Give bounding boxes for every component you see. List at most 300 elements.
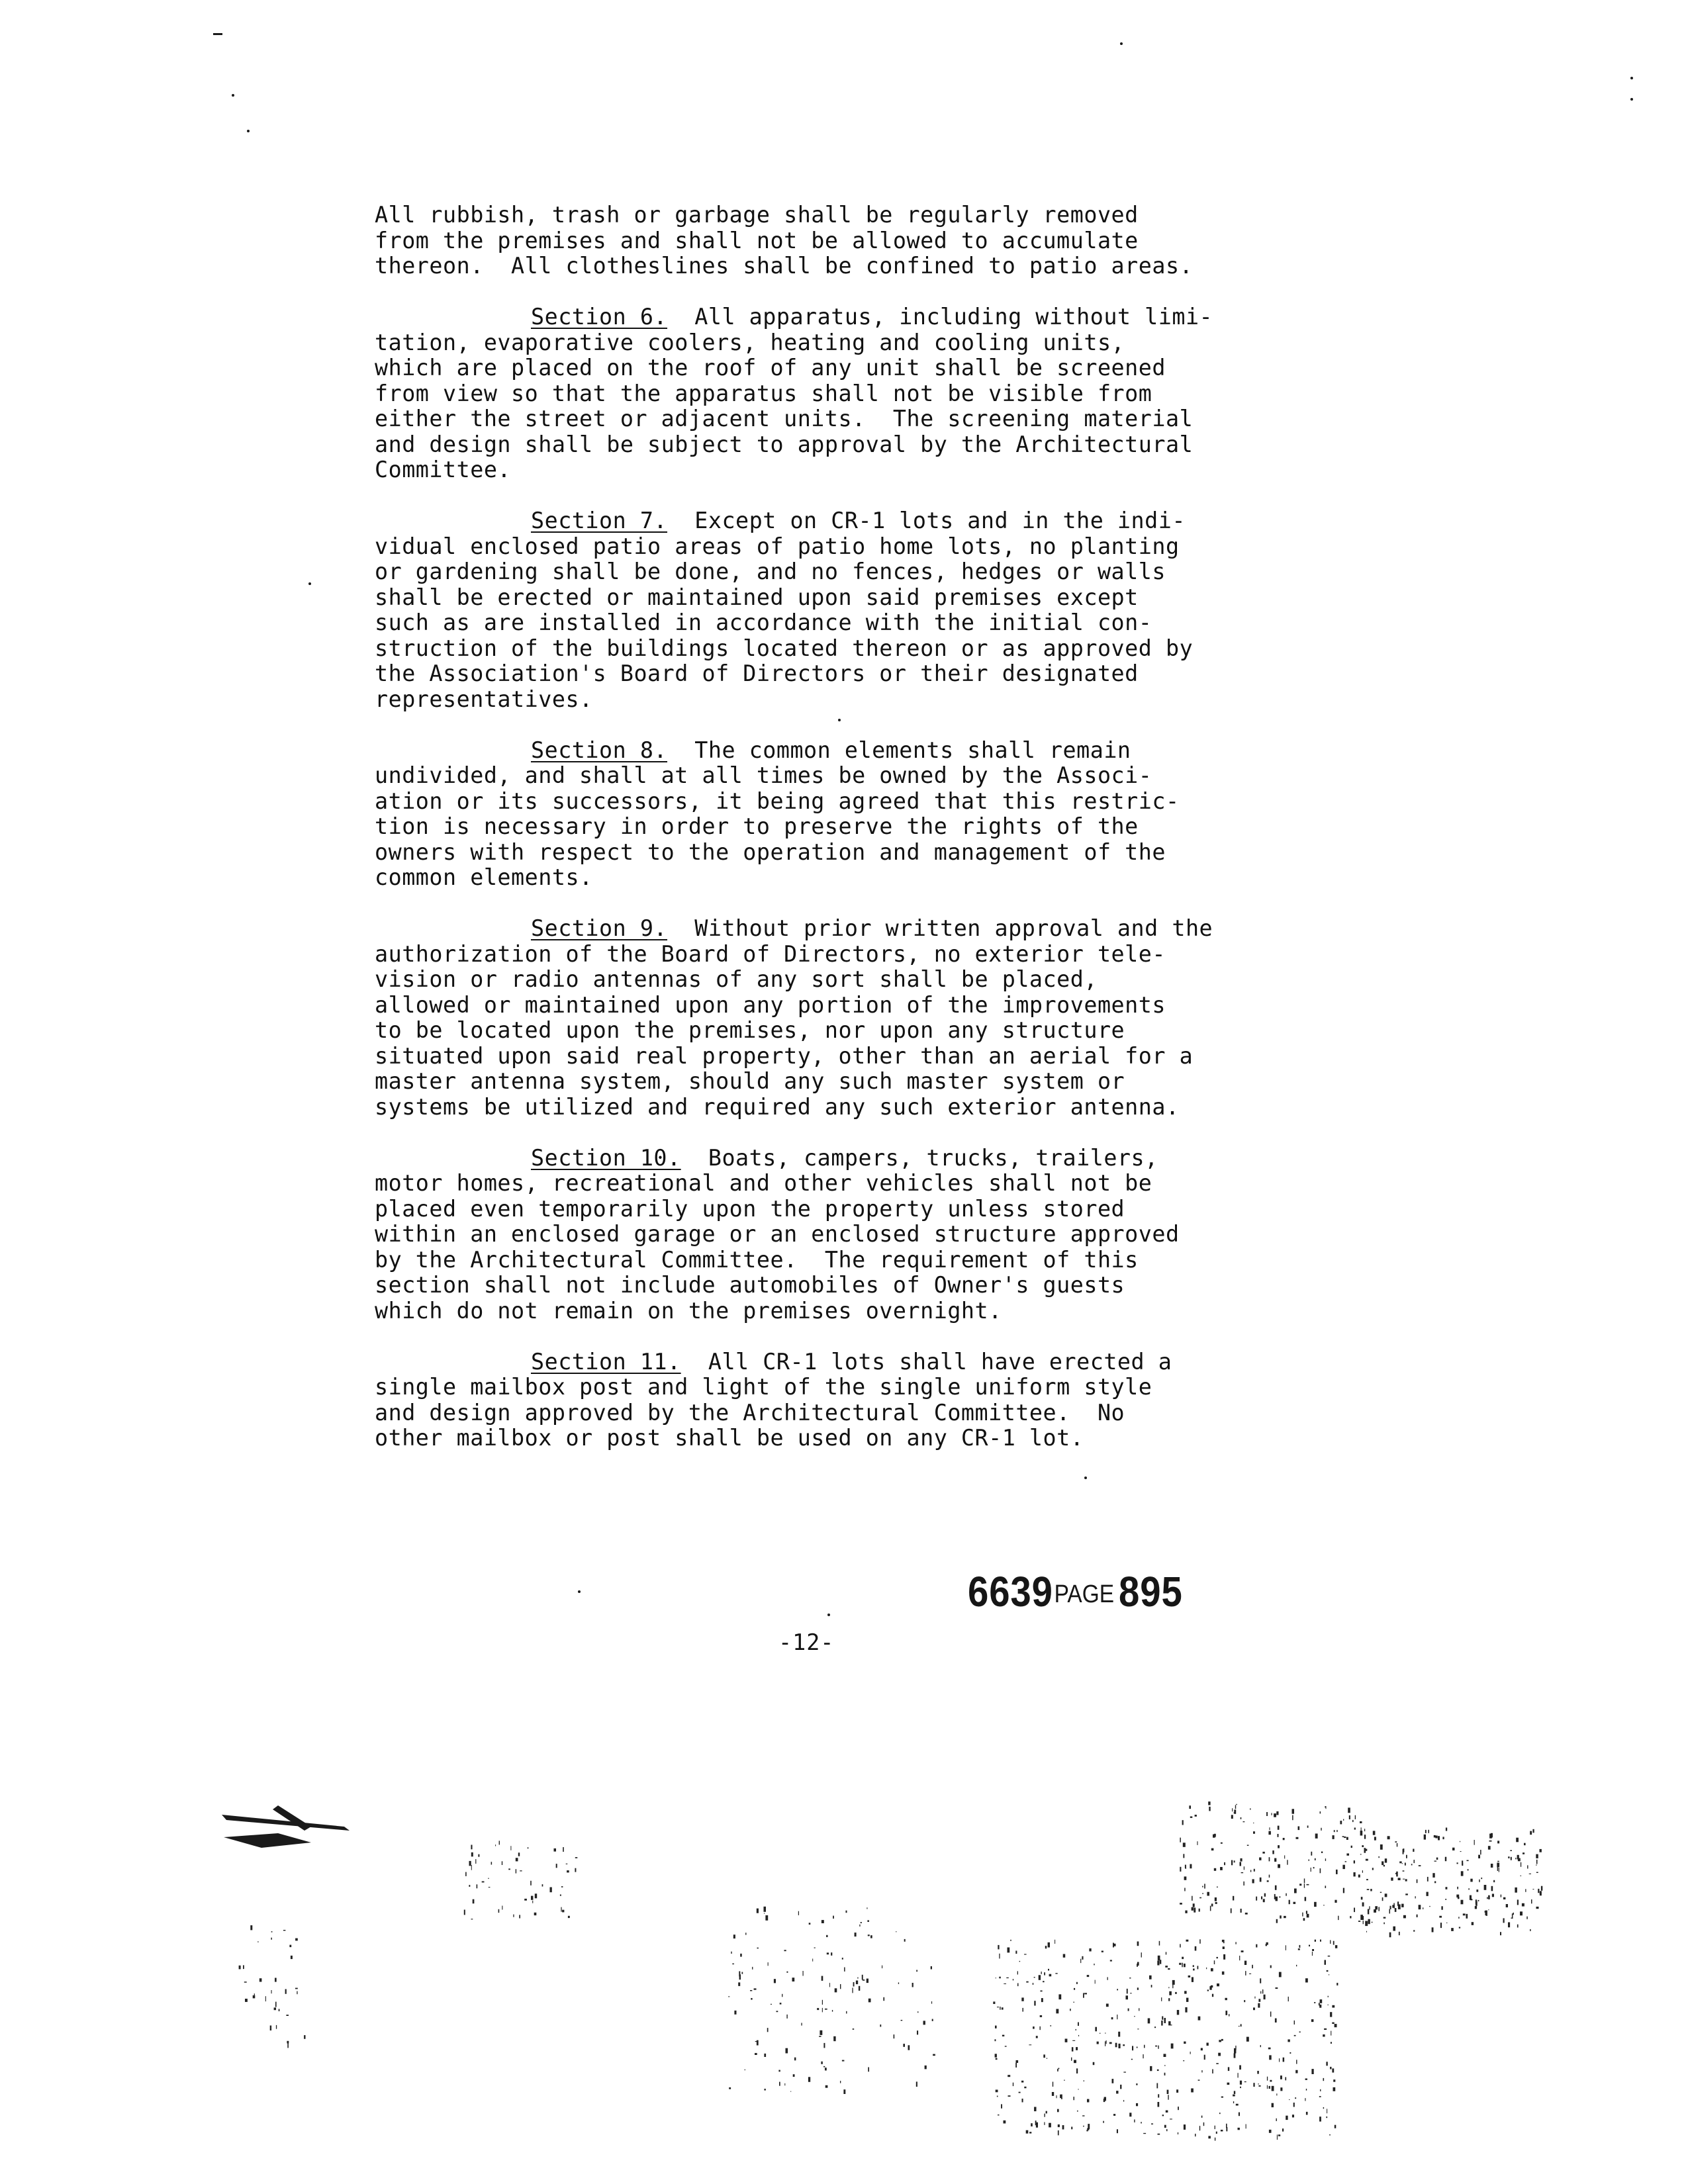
scan-speckle xyxy=(1393,1927,1395,1931)
scan-speckle xyxy=(1050,2025,1051,2026)
scan-speckle xyxy=(1320,1811,1321,1813)
scan-speckle xyxy=(995,2054,997,2057)
paragraph-line: Except on CR-1 lots and in the indi- xyxy=(667,508,1186,533)
scan-speckle xyxy=(1158,2134,1160,2135)
scan-speckle xyxy=(1411,1864,1413,1865)
scan-speckle xyxy=(752,1967,753,1970)
paragraph-line: allowed or maintained upon any portion of the improvements xyxy=(375,991,1166,1018)
paragraph-line: to be located upon the premises, nor upon any structure xyxy=(375,1017,1125,1043)
scan-speckle xyxy=(520,1870,522,1871)
scan-speckle xyxy=(1239,1956,1240,1960)
scan-speckle xyxy=(1161,1997,1162,2001)
scan-speckle xyxy=(1049,2123,1051,2128)
scan-speckle xyxy=(728,1996,729,1997)
scan-speckle xyxy=(1245,1971,1246,1976)
document-body xyxy=(375,203,1315,1477)
scan-speckle xyxy=(822,2000,823,2005)
scan-speckle xyxy=(1375,1906,1378,1909)
scan-speckle xyxy=(774,1979,776,1983)
scan-speckle xyxy=(1434,1861,1437,1862)
scan-speckle xyxy=(1278,1845,1280,1848)
scan-speckle xyxy=(1016,2060,1019,2063)
scan-speckle xyxy=(1106,2004,1109,2007)
scan-speckle xyxy=(1319,2116,1321,2121)
scan-speckle xyxy=(1137,1987,1139,1990)
scan-speckle xyxy=(275,2002,277,2007)
scan-speckle xyxy=(1184,1964,1186,1967)
scan-speckle xyxy=(780,2003,782,2005)
paragraph-line: owners with respect to the operation and management of the xyxy=(375,839,1166,865)
scan-speckle xyxy=(1234,1812,1236,1813)
scan-speckle xyxy=(1049,1974,1052,1977)
scan-speckle xyxy=(1104,2097,1106,2101)
paragraph-line: vision or radio antennas of any sort shall be placed, xyxy=(375,966,1098,992)
scan-speckle xyxy=(259,1978,262,1981)
scan-speckle xyxy=(1183,1843,1186,1847)
scan-speckle xyxy=(1276,2118,1277,2121)
scan-speckle xyxy=(1208,2136,1211,2138)
scan-speckle xyxy=(933,2054,935,2056)
scan-speckle xyxy=(1378,1907,1380,1911)
scan-speckle xyxy=(1489,1841,1492,1842)
scan-speckle xyxy=(1323,2078,1325,2081)
scan-speckle xyxy=(826,1935,827,1937)
scan-speckle xyxy=(1419,1905,1421,1909)
scan-speckle xyxy=(1417,1915,1418,1917)
scan-speckle xyxy=(1459,1927,1460,1929)
scan-speckle xyxy=(1055,1973,1057,1974)
scan-speckle xyxy=(1436,1858,1438,1860)
scan-speckle xyxy=(1103,2121,1104,2123)
scan-speckle xyxy=(1522,1903,1524,1907)
scan-speckle xyxy=(901,2020,903,2021)
scan-speckle xyxy=(1168,1968,1170,1970)
scan-speckle xyxy=(1183,2060,1184,2061)
paragraph-line: single mailbox post and light of the single uniform style xyxy=(375,1374,1152,1400)
scan-speckle xyxy=(1207,2043,1209,2046)
scan-speckle xyxy=(1321,1852,1323,1854)
scan-speckle xyxy=(1008,2075,1010,2077)
scan-speckle xyxy=(1247,1845,1249,1846)
scan-speckle xyxy=(1263,1899,1265,1902)
scan-speckle xyxy=(932,2019,933,2021)
scan-speckle xyxy=(1008,1948,1010,1953)
scan-speckle xyxy=(1253,2007,1255,2010)
scan-speckle xyxy=(1414,1860,1415,1863)
scan-speckle xyxy=(1076,1982,1078,1984)
scan-speckle xyxy=(1305,1897,1307,1901)
scan-speckle xyxy=(1231,1909,1232,1913)
scan-speckle xyxy=(1277,2134,1278,2140)
scan-speckle xyxy=(488,1878,489,1879)
scan-speckle xyxy=(1221,2039,1223,2041)
scan-speckle xyxy=(1048,1969,1049,1971)
scan-speckle xyxy=(1170,2118,1172,2119)
scan-speckle xyxy=(1222,1940,1223,1942)
scan-speckle xyxy=(898,1982,899,1984)
scan-speckle xyxy=(1199,1939,1201,1944)
scan-speckle xyxy=(1212,2070,1213,2074)
scan-speckle xyxy=(1045,1946,1047,1948)
scan-speckle xyxy=(1198,2079,1200,2081)
scan-speckle xyxy=(1214,1834,1216,1837)
scan-speckle xyxy=(1195,1946,1197,1951)
scan-speckle xyxy=(853,1982,855,1987)
scan-speckle xyxy=(999,1977,1001,1979)
scan-speckle xyxy=(1526,1917,1528,1919)
scan-speckle xyxy=(1211,1848,1214,1851)
scan-speckle xyxy=(1078,2023,1079,2026)
scan-speckle xyxy=(1315,1834,1318,1839)
scan-speckle xyxy=(1346,1837,1348,1840)
paragraph-line: authorization of the Board of Directors, no exterior tele- xyxy=(375,940,1166,967)
scan-speckle xyxy=(1062,2125,1064,2129)
scan-speckle xyxy=(1223,1940,1225,1943)
scan-speckle xyxy=(1458,1897,1460,1899)
scan-speckle xyxy=(1417,1880,1418,1884)
scan-speckle xyxy=(550,1888,552,1893)
scan-speckle xyxy=(1115,2043,1117,2048)
scan-speckle xyxy=(1364,1835,1366,1839)
scan-speckle xyxy=(1164,2073,1166,2075)
scan-speckle xyxy=(1154,2026,1156,2028)
scan-speckle xyxy=(1044,2122,1045,2125)
paragraph-line: All apparatus, including without limi- xyxy=(667,304,1213,330)
scan-speckle xyxy=(1466,1914,1468,1919)
scan-speckle xyxy=(1441,1906,1442,1909)
scan-speckle xyxy=(1129,1978,1131,1979)
scan-speckle xyxy=(1253,2083,1254,2087)
scan-speckle xyxy=(1022,2099,1023,2103)
scan-speckle xyxy=(1360,1831,1363,1835)
scan-speckle xyxy=(1180,1838,1181,1843)
scan-speckle xyxy=(1226,2127,1227,2131)
scan-speckle xyxy=(1380,1892,1382,1893)
scan-speckle xyxy=(1283,1838,1285,1840)
scan-speckle xyxy=(1182,1957,1184,1959)
scan-speckle xyxy=(1253,1831,1255,1834)
scan-speckle xyxy=(1445,1857,1446,1862)
paragraph-line: Without prior written approval and the xyxy=(667,915,1213,941)
scan-speckle xyxy=(856,1981,858,1985)
scan-speckle xyxy=(1280,2087,1282,2091)
scan-speckle xyxy=(1110,1960,1112,1961)
scan-speckle xyxy=(1077,2111,1078,2112)
scan-speckle xyxy=(1335,1945,1337,1948)
scan-speckle xyxy=(1288,1997,1289,2001)
scan-speckle xyxy=(1002,2035,1004,2036)
scan-speckle xyxy=(1503,1918,1505,1923)
scan-speckle xyxy=(1241,1950,1244,1952)
scan-speckle xyxy=(1214,1868,1216,1871)
scan-speckle xyxy=(1034,1977,1035,1978)
scan-speckle xyxy=(1267,1880,1269,1882)
scan-speckle xyxy=(996,2090,998,2093)
scan-speckle xyxy=(1083,1993,1084,1997)
scan-speckle xyxy=(1493,1880,1495,1882)
scan-speckle xyxy=(1213,1835,1215,1838)
scan-speckle xyxy=(1214,1960,1215,1964)
scan-speckle xyxy=(244,1981,247,1983)
scan-speckle xyxy=(1513,1913,1515,1915)
scan-speckle xyxy=(1134,2016,1135,2017)
scan-speckle xyxy=(1179,1963,1181,1965)
scan-speckle xyxy=(1389,1933,1391,1938)
scan-speckle xyxy=(1021,2081,1023,2083)
scan-speckle xyxy=(1294,2035,1296,2036)
scan-speckle xyxy=(1199,2126,1200,2130)
scan-speckle xyxy=(1268,1831,1271,1835)
scan-speckle xyxy=(518,1852,520,1856)
scan-speckle xyxy=(1180,1903,1182,1905)
scan-speckle xyxy=(1312,1952,1313,1956)
scan-speckle xyxy=(757,2040,759,2046)
scan-speckle xyxy=(1457,1862,1458,1864)
scan-speckle xyxy=(1278,1834,1279,1837)
scan-speckle xyxy=(1373,1831,1376,1835)
scan-speckle xyxy=(1293,2103,1295,2107)
scan-speckle xyxy=(1512,1913,1513,1919)
scan-speckle xyxy=(1235,2046,1236,2050)
scan-speckle xyxy=(1328,2005,1329,2006)
scan-speckle xyxy=(1204,2055,1205,2060)
scan-speckle xyxy=(271,1938,272,1940)
scan-speckle xyxy=(1269,2086,1270,2089)
scan-speckle xyxy=(1260,1991,1261,1994)
scan-speckle xyxy=(265,1996,266,2001)
scan-speckle xyxy=(1201,2070,1202,2072)
scan-speckle xyxy=(1233,1896,1234,1901)
scan-speckle xyxy=(1231,1815,1233,1819)
scan-speckle xyxy=(1333,2087,1336,2091)
scan-speckle xyxy=(855,1933,857,1936)
scan-speckle xyxy=(1278,1864,1280,1868)
paragraph-line: other mailbox or post shall be used on any CR-1 lot. xyxy=(375,1425,1084,1451)
scan-speckle xyxy=(1241,1817,1242,1819)
paragraph xyxy=(375,1146,1315,1324)
scan-speckle xyxy=(1156,2083,1158,2089)
scan-speckle xyxy=(1492,1894,1494,1897)
scan-speckle xyxy=(1240,2087,1241,2088)
scan-speckle xyxy=(1031,2123,1033,2126)
scan-speckle xyxy=(1019,2092,1021,2093)
scan-speckle xyxy=(1168,1987,1169,1988)
scan-speckle xyxy=(1199,1897,1201,1899)
scan-speckle xyxy=(1074,2060,1076,2064)
scan-speckle xyxy=(1303,1918,1305,1921)
scan-speckle xyxy=(1228,2067,1229,2071)
scan-speckle xyxy=(519,1915,520,1918)
scan-speckle xyxy=(1440,1923,1442,1928)
scan-speckle xyxy=(1343,1888,1344,1893)
scan-speckle xyxy=(1335,2024,1337,2027)
scan-speckle xyxy=(820,2030,822,2035)
scan-speckle xyxy=(1313,1867,1315,1868)
scan-speckle xyxy=(295,1938,298,1941)
scan-speckle xyxy=(1017,1971,1018,1974)
scan-speckle xyxy=(1211,1903,1213,1906)
scan-speckle xyxy=(1087,2099,1089,2103)
paragraph-line: situated upon said real property, other than an aerial for a xyxy=(375,1042,1194,1069)
scan-speckle xyxy=(1401,1904,1404,1907)
scan-speckle xyxy=(1385,1893,1387,1897)
scan-speckle xyxy=(1190,1817,1193,1818)
scan-speckle xyxy=(1224,1862,1225,1865)
scan-speckle xyxy=(1272,1850,1274,1854)
scan-speckle xyxy=(1158,2102,1160,2107)
scan-speckle xyxy=(1113,2114,1115,2116)
scan-speckle xyxy=(1258,2003,1260,2008)
scan-speckle xyxy=(1327,1970,1329,1972)
scan-speckle xyxy=(1241,1909,1242,1913)
scan-speckle xyxy=(1278,2134,1280,2136)
paragraph xyxy=(375,1349,1315,1451)
scan-speckle xyxy=(471,1845,472,1850)
scan-speckle xyxy=(1307,1884,1309,1886)
scan-speckle xyxy=(1017,1983,1019,1987)
scan-speckle xyxy=(1536,1860,1538,1864)
scan-speckle xyxy=(253,1995,256,1999)
scan-speckle xyxy=(1405,1893,1408,1895)
scan-speckle xyxy=(1363,1921,1364,1924)
scan-speckle xyxy=(1530,1929,1531,1931)
scan-speckle xyxy=(1268,2048,1271,2050)
scan-speckle xyxy=(1497,1861,1499,1862)
scan-speckle xyxy=(1080,1959,1081,1963)
scan-speckle xyxy=(767,2028,769,2032)
scan-speckle xyxy=(1298,1948,1300,1950)
paragraph-line: All rubbish, trash or garbage shall be regularly removed xyxy=(375,202,1139,228)
scan-speckle xyxy=(1123,2044,1125,2046)
scan-speckle xyxy=(1503,1897,1506,1899)
scan-speckle xyxy=(1157,2070,1159,2071)
scan-speckle xyxy=(1048,1942,1050,1948)
scan-speckle xyxy=(1201,2048,1203,2051)
scan-speckle xyxy=(1207,1892,1209,1896)
scan-speckle xyxy=(1319,2005,1321,2008)
scan-speckle xyxy=(1162,2115,1164,2116)
scan-speckle xyxy=(1396,1872,1398,1877)
scan-speckle xyxy=(1197,1966,1199,1969)
scan-speckle xyxy=(867,1920,869,1922)
scan-speckle xyxy=(1374,1837,1376,1840)
scan-speckle xyxy=(1036,2122,1038,2128)
scan-speckle xyxy=(1274,1894,1276,1899)
scan-speckle xyxy=(883,1997,884,2001)
scan-speckle xyxy=(1217,1983,1219,1986)
scan-speckle xyxy=(1209,1807,1210,1811)
scan-speckle xyxy=(1305,1978,1308,1982)
scan-speckle xyxy=(1523,1852,1524,1854)
scan-speckle xyxy=(1326,2062,1327,2066)
scan-speckle xyxy=(1276,1987,1278,1989)
scan-speckle xyxy=(1235,1805,1236,1809)
scan-speckle xyxy=(1314,2002,1315,2003)
scan-speckle xyxy=(1151,1985,1152,1987)
scan-speckle xyxy=(1491,1833,1493,1838)
scan-speckle xyxy=(827,1952,829,1954)
scan-speckle xyxy=(1161,2021,1162,2026)
scan-speckle xyxy=(1457,1887,1458,1889)
scan-speckle xyxy=(779,2082,780,2086)
paragraph-line: which are placed on the roof of any unit shall be screened xyxy=(375,355,1166,381)
scan-speckle xyxy=(1326,1806,1327,1809)
scan-speckle xyxy=(1252,1879,1254,1883)
scan-speckle xyxy=(1461,1871,1464,1876)
scan-speckle xyxy=(1157,1961,1159,1966)
scan-speckle xyxy=(1475,1906,1477,1909)
scan-speckle xyxy=(1532,1829,1534,1833)
scan-speckle xyxy=(1260,1878,1262,1882)
scan-speckle xyxy=(793,2074,795,2077)
scan-speckle xyxy=(1275,2019,1277,2023)
scan-speckle xyxy=(287,2043,289,2048)
scan-speckle xyxy=(1193,1969,1195,1971)
scan-speckle xyxy=(1332,2023,1334,2024)
scan-speckle xyxy=(1258,1999,1260,2002)
scan-speckle xyxy=(1445,1899,1446,1900)
scan-speckle xyxy=(745,1933,746,1934)
scan-speckle xyxy=(1406,1855,1407,1858)
scan-speckle xyxy=(1399,1862,1401,1864)
scan-speckle xyxy=(1217,1887,1218,1888)
scan-speckle xyxy=(554,1848,557,1852)
scan-speckle xyxy=(304,2035,305,2039)
scan-speckle xyxy=(1004,2120,1006,2124)
scan-speckle xyxy=(1176,2089,1178,2093)
scan-speckle xyxy=(1182,1820,1184,1825)
scan-speckle xyxy=(833,2036,835,2041)
scan-speckle xyxy=(250,1925,252,1930)
scan-speckle xyxy=(1238,2073,1239,2077)
scan-speckle xyxy=(740,1954,742,1957)
scan-speckle xyxy=(755,2053,757,2055)
scan-speckle xyxy=(239,1966,241,1970)
scan-speckle xyxy=(1057,2109,1059,2113)
scan-speckle xyxy=(1117,2129,1118,2133)
scan-speckle xyxy=(471,1852,473,1856)
scan-speckle xyxy=(1148,2019,1150,2024)
scan-speckle xyxy=(1169,1991,1172,1995)
scan-speckle xyxy=(1336,1983,1338,1985)
scan-speckle xyxy=(516,1858,518,1861)
scan-speckle xyxy=(1239,2066,1241,2070)
scan-speckle xyxy=(917,2030,918,2034)
scan-speckle xyxy=(1478,1855,1480,1858)
scan-speckle xyxy=(1040,2026,1041,2030)
scan-speckle xyxy=(1256,1897,1257,1901)
scan-speckle xyxy=(1023,2008,1024,2012)
paragraph xyxy=(375,203,1315,279)
scan-speckle xyxy=(1222,1972,1225,1975)
paragraph-line: which do not remain on the premises overnight. xyxy=(375,1297,1002,1324)
scan-speckle xyxy=(1332,2068,1334,2072)
scan-speckle xyxy=(1192,1907,1194,1911)
scan-speckle xyxy=(1087,2128,1089,2130)
scan-speckle xyxy=(1241,2024,1242,2026)
scan-speckle xyxy=(1040,2015,1042,2017)
scan-speckle xyxy=(1358,1921,1360,1922)
scan-speckle xyxy=(1314,1902,1317,1907)
scan-speckle xyxy=(1312,1949,1314,1951)
scan-speckle xyxy=(1021,1997,1023,2001)
scan-speckle xyxy=(1244,2081,1246,2082)
scan-speckle xyxy=(1195,2134,1196,2136)
paragraph-line: shall be erected or maintained upon said premises except xyxy=(375,584,1139,610)
scan-speckle xyxy=(1234,2091,1235,2094)
scan-speckle xyxy=(1311,2069,1313,2074)
paragraph-line: or gardening shall be done, and no fences, hedges or walls xyxy=(375,559,1166,584)
